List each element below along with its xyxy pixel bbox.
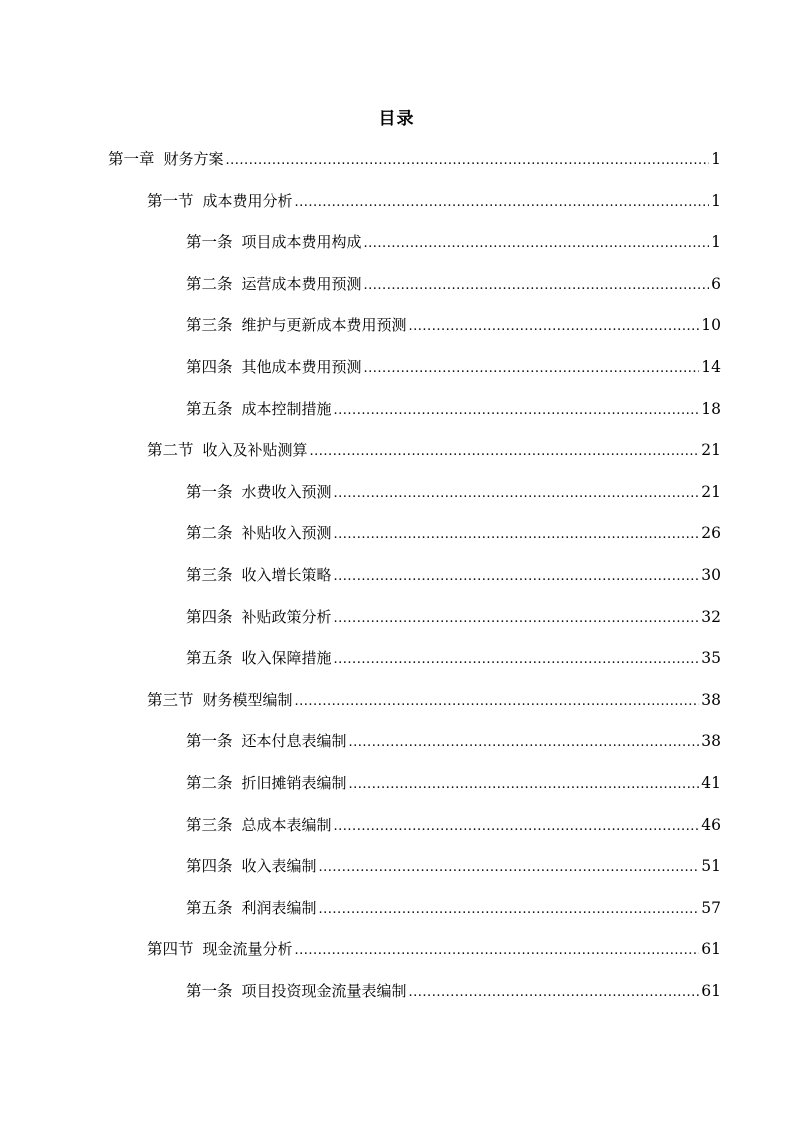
toc-entry-page-number: 30 xyxy=(701,566,721,584)
toc-entry[interactable] xyxy=(186,856,721,876)
toc-dot-leader xyxy=(409,983,700,1003)
toc-entry-prefix: 第四条 xyxy=(186,857,233,875)
toc-dot-leader xyxy=(334,817,700,837)
toc-dot-leader xyxy=(319,900,700,920)
toc-entry-title: 成本控制措施 xyxy=(241,400,332,418)
toc-dot-leader xyxy=(364,359,700,379)
toc-dot-leader xyxy=(349,733,700,753)
toc-entry-title: 财务模型编制 xyxy=(202,691,293,709)
toc-entry-prefix: 第二节 xyxy=(147,441,194,459)
toc-entry-title: 补贴收入预测 xyxy=(241,524,332,542)
toc-entry-page-number: 61 xyxy=(701,940,721,958)
toc-entry[interactable] xyxy=(186,773,721,793)
toc-dot-leader xyxy=(334,401,700,421)
toc-entry-page-number: 41 xyxy=(701,774,721,792)
toc-dot-leader xyxy=(334,525,700,545)
toc-dot-leader xyxy=(295,941,700,961)
toc-entry-prefix: 第三节 xyxy=(147,691,194,709)
toc-entry-page-number: 61 xyxy=(701,982,721,1000)
toc-entry-page-number: 18 xyxy=(701,400,721,418)
toc-entry[interactable] xyxy=(186,482,721,502)
toc-entry-page-number: 1 xyxy=(711,192,721,210)
toc-entry-prefix: 第一节 xyxy=(147,192,194,210)
toc-entry-prefix: 第二条 xyxy=(186,275,233,293)
toc-entry-page-number: 10 xyxy=(701,316,721,334)
toc-entry[interactable] xyxy=(186,357,721,377)
toc-dot-leader xyxy=(334,609,700,629)
toc-entry[interactable] xyxy=(186,815,721,835)
toc-entry-title: 项目投资现金流量表编制 xyxy=(241,982,407,1000)
toc-dot-leader xyxy=(334,650,700,670)
toc-dot-leader xyxy=(334,567,700,587)
toc-entry-prefix: 第一条 xyxy=(186,233,233,251)
toc-entry-title: 收入保障措施 xyxy=(241,649,332,667)
toc-entry[interactable] xyxy=(186,565,721,585)
toc-dot-leader xyxy=(364,276,710,296)
toc-entry-title: 收入表编制 xyxy=(241,857,317,875)
toc-entry[interactable] xyxy=(186,607,721,627)
toc-entry-prefix: 第三条 xyxy=(186,316,233,334)
toc-entry-page-number: 35 xyxy=(701,649,721,667)
toc-entry-prefix: 第三条 xyxy=(186,566,233,584)
toc-entry-title: 运营成本费用预测 xyxy=(241,275,362,293)
toc-entry-prefix: 第四条 xyxy=(186,358,233,376)
toc-entry-title: 还本付息表编制 xyxy=(241,732,347,750)
toc-entry-prefix: 第一条 xyxy=(186,483,233,501)
toc-entry-title: 财务方案 xyxy=(163,150,224,168)
toc-entry[interactable] xyxy=(186,523,721,543)
toc-entry-prefix: 第五条 xyxy=(186,899,233,917)
toc-dot-leader xyxy=(364,234,710,254)
toc-entry-prefix: 第一条 xyxy=(186,732,233,750)
toc-entry-page-number: 38 xyxy=(701,732,721,750)
toc-entry-title: 补贴政策分析 xyxy=(241,608,332,626)
toc-entry[interactable] xyxy=(186,315,721,335)
toc-entry-title: 成本费用分析 xyxy=(202,192,293,210)
toc-entry[interactable] xyxy=(186,981,721,1001)
toc-dot-leader xyxy=(295,692,700,712)
toc-entry-page-number: 57 xyxy=(701,899,721,917)
toc-entry-title: 现金流量分析 xyxy=(202,940,293,958)
toc-entry[interactable] xyxy=(186,232,721,252)
toc-entry-page-number: 38 xyxy=(701,691,721,709)
toc-entry[interactable] xyxy=(147,939,721,959)
toc-entry-title: 总成本表编制 xyxy=(241,816,332,834)
toc-entry-title: 利润表编制 xyxy=(241,899,317,917)
toc-entry-title: 收入增长策略 xyxy=(241,566,332,584)
toc-entry-title: 水费收入预测 xyxy=(241,483,332,501)
toc-entry-prefix: 第三条 xyxy=(186,816,233,834)
toc-entry[interactable] xyxy=(186,399,721,419)
toc-entry-prefix: 第二条 xyxy=(186,774,233,792)
toc-entry-prefix: 第四条 xyxy=(186,608,233,626)
toc-entry[interactable] xyxy=(147,440,721,460)
toc-entry-page-number: 1 xyxy=(711,150,721,168)
toc-entry-title: 维护与更新成本费用预测 xyxy=(241,316,407,334)
toc-entry-prefix: 第五条 xyxy=(186,400,233,418)
toc-entry[interactable] xyxy=(108,149,721,169)
toc-entry-prefix: 第二条 xyxy=(186,524,233,542)
toc-entry-title: 其他成本费用预测 xyxy=(241,358,362,376)
toc-entry[interactable] xyxy=(186,731,721,751)
toc-entry-prefix: 第四节 xyxy=(147,940,194,958)
toc-entry[interactable] xyxy=(147,191,721,211)
toc-entry-page-number: 21 xyxy=(701,441,721,459)
toc-entry-page-number: 6 xyxy=(711,275,721,293)
toc-entry[interactable] xyxy=(186,898,721,918)
toc-entry-page-number: 14 xyxy=(701,358,721,376)
toc-entry[interactable] xyxy=(186,648,721,668)
toc-dot-leader xyxy=(409,317,700,337)
toc-dot-leader xyxy=(349,775,700,795)
toc-dot-leader xyxy=(334,484,700,504)
toc-entry-page-number: 46 xyxy=(701,816,721,834)
toc-dot-leader xyxy=(319,858,700,878)
toc-entry-page-number: 51 xyxy=(701,857,721,875)
toc-entry-page-number: 1 xyxy=(711,233,721,251)
toc-entry-title: 项目成本费用构成 xyxy=(241,233,362,251)
toc-entry-page-number: 26 xyxy=(701,524,721,542)
toc-entry[interactable] xyxy=(186,274,721,294)
toc-dot-leader xyxy=(226,151,710,171)
page-title: 目录 xyxy=(378,109,415,129)
toc-entry-prefix: 第一条 xyxy=(186,982,233,1000)
toc-entry[interactable] xyxy=(147,690,721,710)
toc-dot-leader xyxy=(310,442,700,462)
toc-dot-leader xyxy=(295,193,710,213)
toc-entry-prefix: 第一章 xyxy=(108,150,155,168)
toc-entry-prefix: 第五条 xyxy=(186,649,233,667)
toc-entry-page-number: 21 xyxy=(701,483,721,501)
toc-entry-page-number: 32 xyxy=(701,608,721,626)
toc-entry-title: 折旧摊销表编制 xyxy=(241,774,347,792)
toc-entry-title: 收入及补贴测算 xyxy=(202,441,308,459)
